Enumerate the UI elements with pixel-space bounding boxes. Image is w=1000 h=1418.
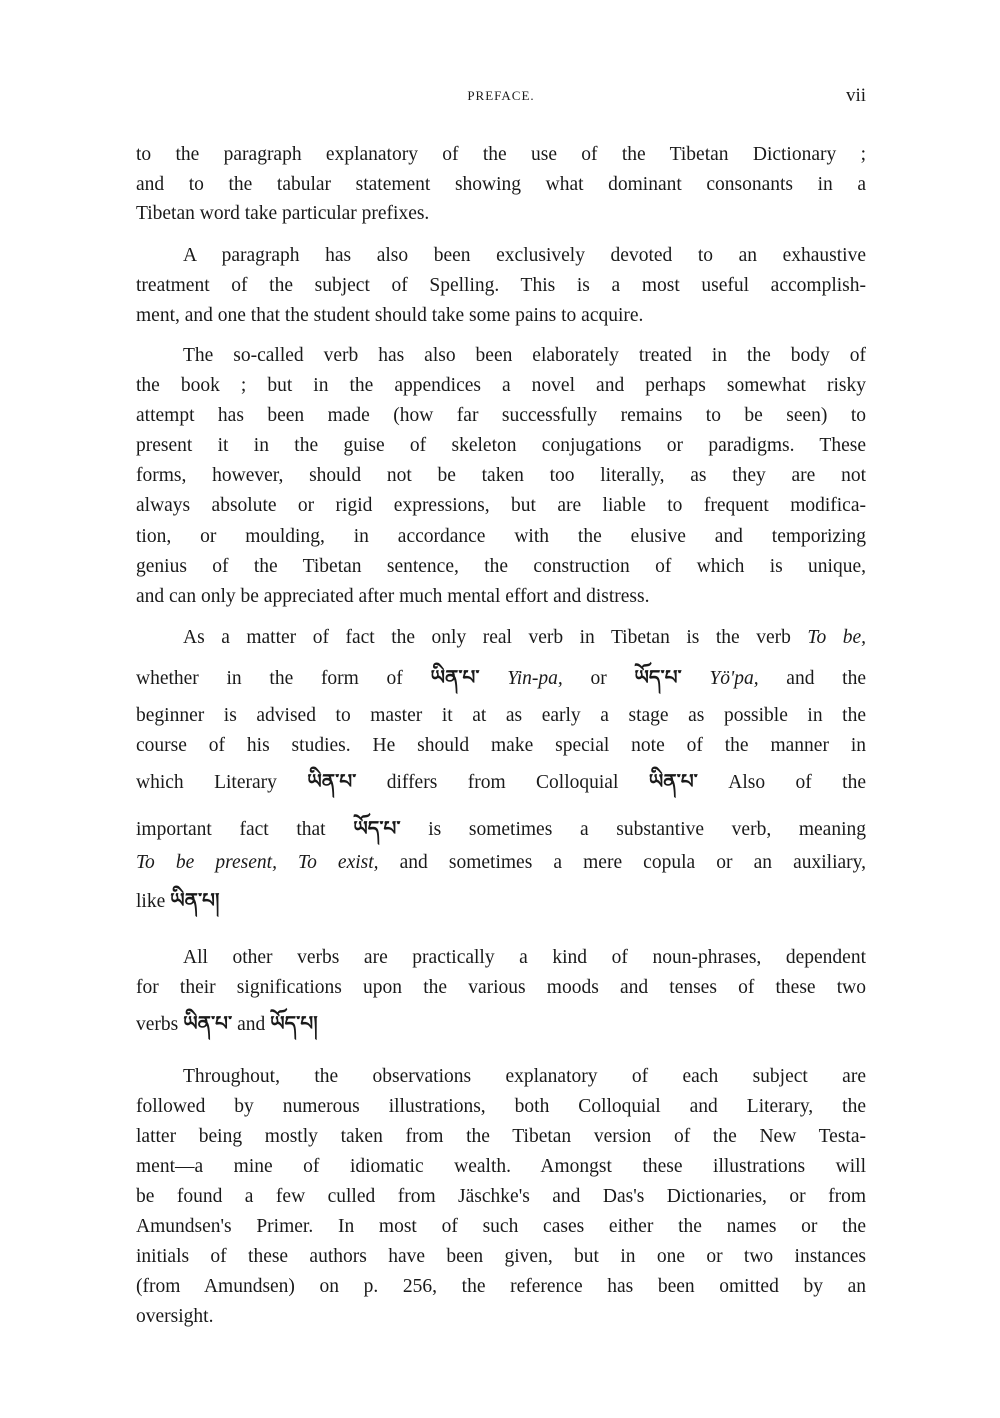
italic-term: Yö'pa,	[681, 668, 759, 689]
text-line	[136, 816, 866, 842]
text-segment: which Literary	[136, 772, 308, 793]
text-segment: and	[232, 1014, 271, 1035]
text-line	[136, 888, 866, 914]
text-line: followed by numerous illustrations, both Colloquial and Literary, the	[136, 1096, 866, 1117]
text-line: and to the tabular statement showing what dominant consonants in a	[136, 174, 866, 195]
text-line: latter being mostly taken from the Tibetan version of the New Testa-	[136, 1126, 866, 1147]
text-line: genius of the Tibetan sentence, the construction of which is unique,	[136, 556, 866, 577]
page-header	[136, 85, 866, 112]
text-line: be found a few culled from Jäschke's and Das's Dictionaries, or from	[136, 1186, 866, 1207]
text-line: to the paragraph explanatory of the use of the Tibetan Dictionary ;	[136, 144, 866, 165]
text-line: beginner is advised to master it at as early a stage as possible in the	[136, 705, 866, 726]
text-line: tion, or moulding, in accordance with the elusive and temporizing	[136, 526, 866, 547]
page-number: vii	[845, 85, 866, 106]
text-line: always absolute or rigid expressions, but are liable to frequent modifica-	[136, 495, 866, 516]
text-line: All other verbs are practically a kind of noun-phrases, dependent	[183, 947, 866, 968]
tibetan-word: ཡིན་པ།	[170, 888, 220, 912]
italic-term: To be,	[807, 627, 866, 648]
text-line: initials of these authors have been given, but in one or two instances	[136, 1246, 866, 1267]
text-segment: and the	[758, 668, 867, 689]
text-segment: As a matter of fact the only real verb in Tibetan is the verb	[183, 627, 808, 648]
text-line: and can only be appreciated after much mental effort and distress.	[136, 586, 650, 607]
text-line: forms, however, should not be taken too literally, as they are not	[136, 465, 866, 486]
text-line: (from Amundsen) on p. 256, the reference has been omitted by an	[136, 1276, 866, 1297]
text-line: ment—a mine of idiomatic wealth. Amongst these illustrations will	[136, 1156, 866, 1177]
text-line	[136, 1011, 866, 1037]
text-segment: is sometimes a substantive verb, meaning	[400, 819, 866, 840]
tibetan-word: ཡོད་པ་	[634, 665, 682, 689]
text-line: present it in the guise of skeleton conjugations or paradigms. These	[136, 435, 866, 456]
text-line: oversight.	[136, 1306, 214, 1327]
running-head: PREFACE.	[467, 88, 535, 103]
tibetan-word: ཡིན་པ་	[430, 665, 480, 689]
text-line	[136, 769, 866, 795]
text-segment: Also of the	[697, 772, 866, 793]
text-line: ment, and one that the student should take some pains to acquire.	[136, 305, 644, 326]
text-line: the book ; but in the appendices a novel and perhaps somewhat risky	[136, 375, 866, 396]
text-segment: like	[136, 891, 171, 912]
text-line: The so-called verb has also been elaborately treated in the body of	[183, 345, 866, 366]
text-line: attempt has been made (how far successfully remains to be seen) to	[136, 405, 866, 426]
text-line	[183, 626, 866, 650]
text-line: Tibetan word take particular prefixes.	[136, 203, 430, 224]
italic-term: Yin-pa,	[479, 668, 563, 689]
text-segment: whether in the form of	[136, 668, 431, 689]
text-segment: important fact that	[136, 819, 354, 840]
text-segment: or	[562, 668, 635, 689]
tibetan-word: ཡོད་པ་	[353, 816, 401, 840]
text-line: course of his studies. He should make special note of the manner in	[136, 735, 866, 756]
text-line	[136, 851, 866, 875]
italic-term: To be present, To exist,	[136, 852, 379, 873]
text-line: Throughout, the observations explanatory of each subject are	[183, 1066, 866, 1087]
tibetan-word: ཡོད་པ།	[270, 1011, 318, 1035]
text-line	[136, 665, 866, 691]
text-segment: differs from Colloquial	[356, 772, 649, 793]
tibetan-word: ཡིན་པ་	[307, 769, 357, 793]
text-line: for their significations upon the various moods and tenses of these two	[136, 977, 866, 998]
text-segment: verbs	[136, 1014, 184, 1035]
text-segment: and sometimes a mere copula or an auxiliary,	[378, 852, 866, 873]
text-line: treatment of the subject of Spelling. This is a most useful accomplish-	[136, 275, 866, 296]
tibetan-word: ཡིན་པ་	[183, 1011, 233, 1035]
text-line: Amundsen's Primer. In most of such cases either the names or the	[136, 1216, 866, 1237]
tibetan-word: ཡིན་པ་	[648, 769, 698, 793]
text-line: A paragraph has also been exclusively devoted to an exhaustive	[183, 245, 866, 266]
